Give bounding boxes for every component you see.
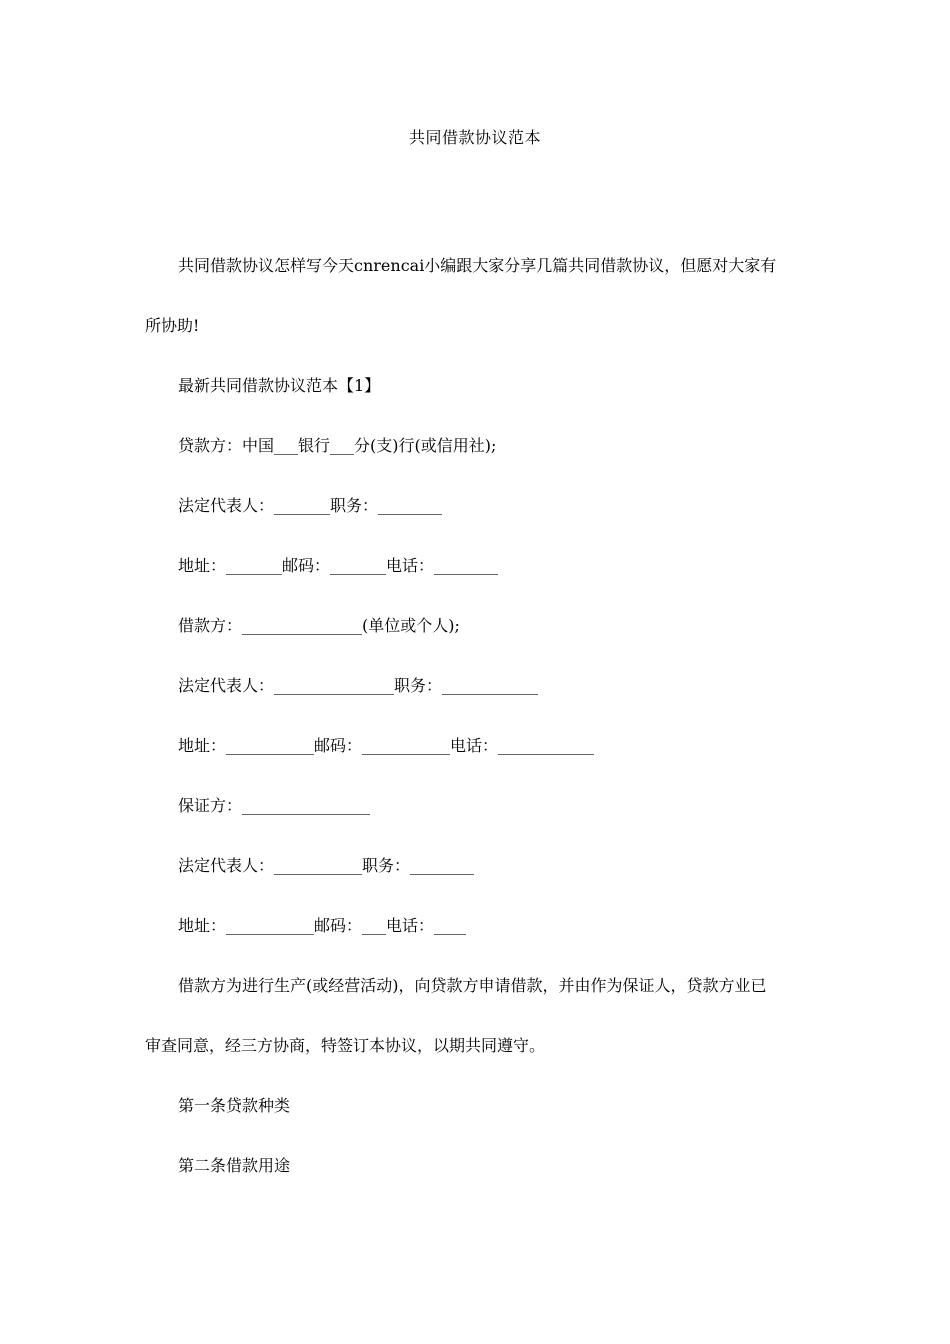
document-title: 共同借款协议范本 — [408, 128, 541, 147]
intro-paragraph-line-1: 共同借款协议怎样写今天cnrencai小编跟大家分享几篇共同借款协议，但愿对大家有 — [178, 256, 777, 275]
borrower-representative-line: 法定代表人：_______________职务：____________ — [178, 676, 539, 695]
lender-line: 贷款方：中国___银行___分(支)行(或信用社); — [178, 436, 497, 455]
lender-representative-line: 法定代表人：_______职务：________ — [178, 496, 443, 515]
agreement-paragraph-line-2: 审查同意，经三方协商，特签订本协议，以期共同遵守。 — [145, 1036, 546, 1055]
article-1-heading: 第一条贷款种类 — [178, 1096, 291, 1115]
guarantor-representative-line: 法定代表人：___________职务：________ — [178, 856, 475, 875]
guarantor-line: 保证方：________________ — [178, 796, 371, 815]
intro-paragraph-line-2: 所协助! — [145, 316, 200, 335]
borrower-address-line: 地址：___________邮码：___________电话：____________ — [178, 736, 595, 755]
section-heading: 最新共同借款协议范本【1】 — [178, 376, 381, 395]
borrower-line: 借款方：_______________(单位或个人); — [178, 616, 460, 635]
guarantor-address-line: 地址：___________邮码：___电话：____ — [178, 916, 467, 935]
article-2-heading: 第二条借款用途 — [178, 1156, 291, 1175]
agreement-paragraph-line-1: 借款方为进行生产(或经营活动)，向贷款方申请借款，并由作为保证人，贷款方业已 — [178, 976, 767, 995]
lender-address-line: 地址：_______邮码：_______电话：________ — [178, 556, 499, 575]
